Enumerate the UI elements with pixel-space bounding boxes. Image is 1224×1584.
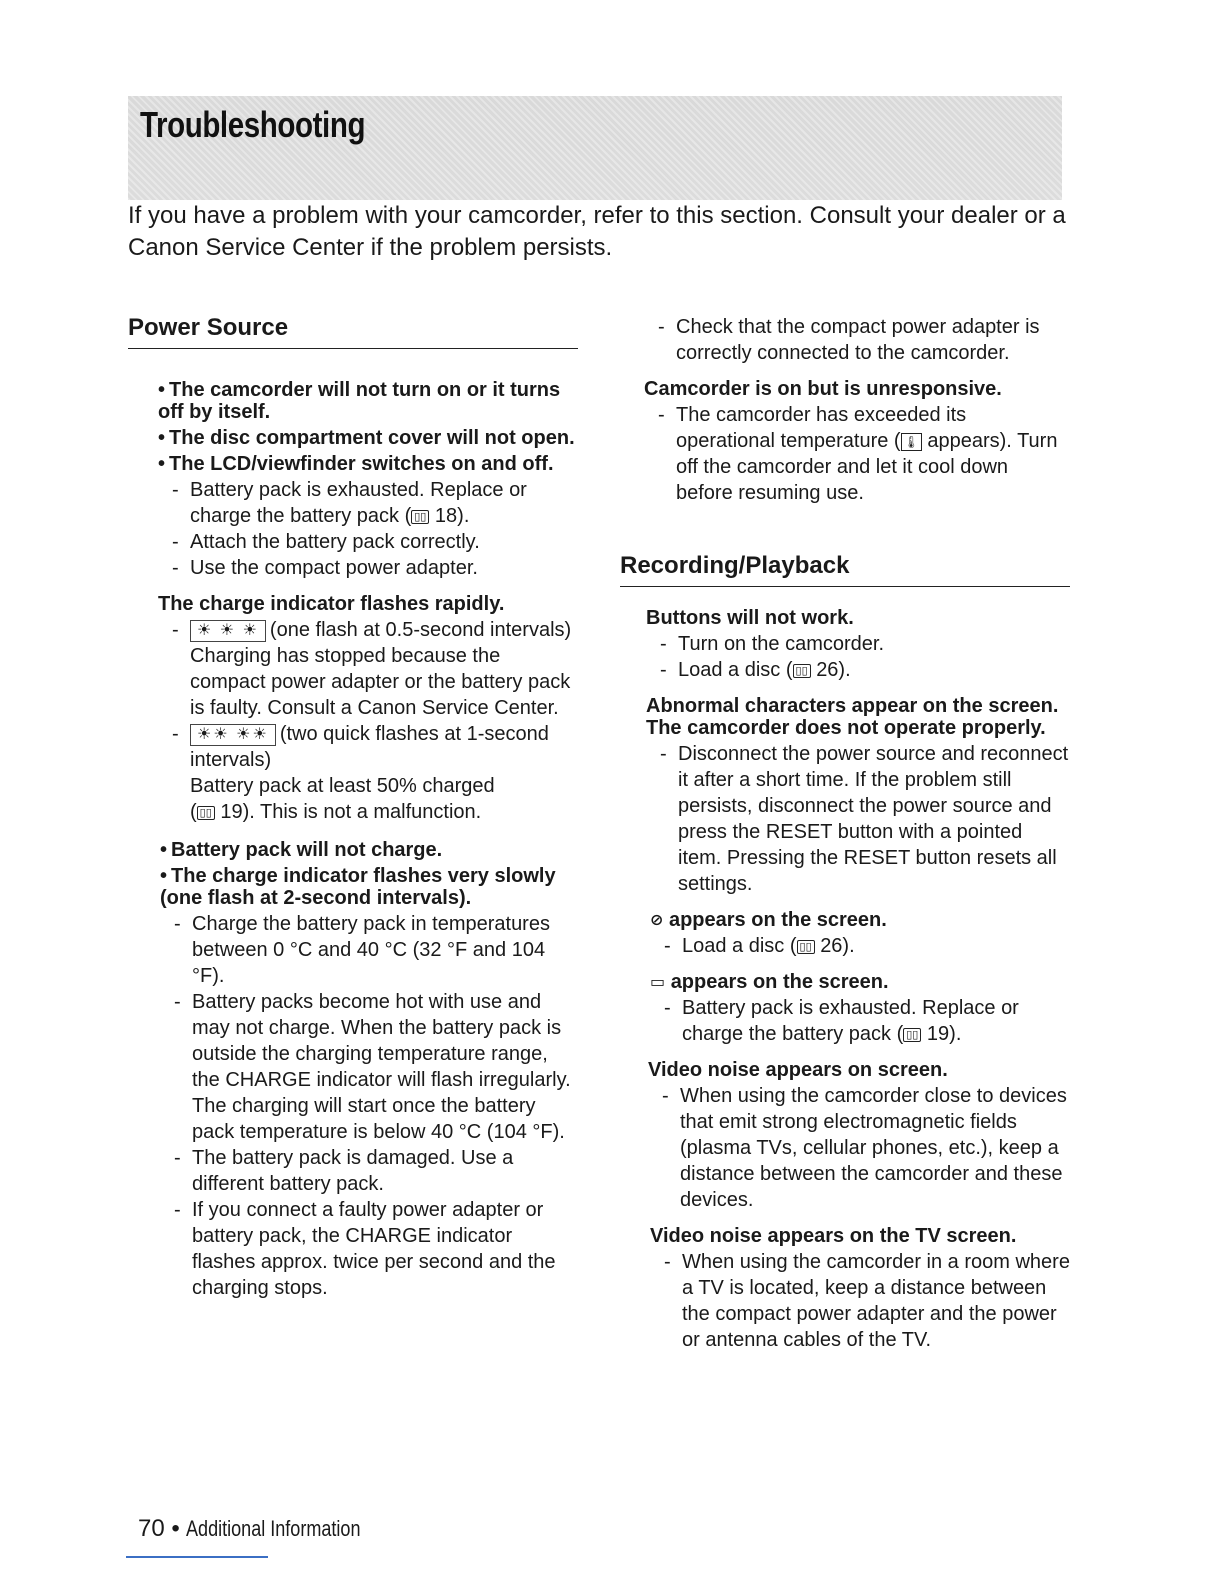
footer-rule [126, 1556, 268, 1558]
answer-item: - Battery pack is exhausted. Replace or charge the battery pack ( ▯▯ 19). [664, 995, 1070, 1047]
footer-separator: • [171, 1515, 180, 1542]
rec-q6 [650, 1225, 1070, 1353]
question: ▭ appears on the screen. [650, 971, 889, 993]
right-column [620, 314, 1070, 1353]
book-reference-icon: ▯▯ [903, 1028, 921, 1042]
answer-item: - Load a disc ( ▯▯ 26). [660, 657, 1070, 683]
answer-item: - The battery pack is damaged. Use a different battery pack. [174, 1145, 578, 1197]
title-banner [128, 96, 1062, 200]
rec-q3 [650, 909, 1070, 959]
answer-list [648, 1083, 1070, 1213]
question: Buttons will not work. [646, 607, 854, 629]
book-reference-icon: ▯▯ [411, 510, 429, 524]
no-disc-icon: ⊘ [650, 911, 664, 929]
section-heading-recording-playback: Recording/Playback [620, 550, 1070, 587]
answer-item: - Load a disc ( ▯▯ 26). [664, 933, 1070, 959]
answer-list [158, 617, 578, 825]
answer-list [158, 477, 578, 581]
answer-detail: Charging has stopped because the compact power adapter or the battery pack is faulty. Consult a Canon Service Center. [190, 645, 571, 719]
book-reference-icon: ▯▯ [793, 664, 811, 678]
answer-item: - When using the camcorder in a room where a TV is located, keep a distance between the compact power adapter and the power or antenna cables of the TV. [664, 1249, 1070, 1353]
page-title: Troubleshooting [140, 104, 366, 145]
question: • The camcorder will not turn on or it turns off by itself. [158, 379, 561, 423]
answer-item: - ☀ ☀ ☀ (one flash at 0.5-second intervals) Charging has stopped because the compact power adapter or the battery pack is faulty. Consult a Canon Service Center. [172, 617, 578, 721]
answer-item: - Battery pack is exhausted. Replace or charge the battery pack ( ▯▯ 18). [172, 477, 578, 529]
rec-q4 [650, 971, 1070, 1047]
answer-list [650, 1249, 1070, 1353]
rec-q5 [648, 1059, 1070, 1213]
section-heading-power-source: Power Source [128, 312, 578, 349]
page-number: 70 [138, 1515, 165, 1542]
power-q2 [158, 593, 578, 825]
question: • Battery pack will not charge. [160, 839, 443, 861]
answer-list [650, 995, 1070, 1047]
question: Camcorder is on but is unresponsive. [644, 378, 1002, 400]
question: • The LCD/viewfinder switches on and off. [158, 453, 554, 475]
answer-item: - ☀☀ ☀☀ (two quick flashes at 1-second intervals) Battery pack at least 50% charged ( ▯▯ 19). This is not a malfunction. [172, 721, 578, 825]
answer-list [620, 314, 1070, 366]
battery-exhausted-icon: ▭ [650, 973, 666, 991]
power-q3 [160, 839, 578, 1301]
flash-pattern-icon: ☀☀ ☀☀ [190, 724, 276, 746]
answer-item: - Charge the battery pack in temperatures between 0 °C and 40 °C (32 °F and 104 °F). [174, 911, 578, 989]
answer-item: - The camcorder has exceeded its operational temperature ( 🌡 appears). Turn off the camcorder and let it cool down before resuming use. [658, 402, 1070, 506]
question: • The charge indicator flashes very slowly (one flash at 2-second intervals). [160, 865, 556, 909]
intro-text: If you have a problem with your camcorder, refer to this section. Consult your dealer or a Canon Service Center if the problem persists. [128, 202, 1066, 261]
answer-item: - If you connect a faulty power adapter or battery pack, the CHARGE indicator flashes approx. twice per second and the charging stops. [174, 1197, 578, 1301]
answer-list [160, 911, 578, 1301]
book-reference-icon: ▯▯ [797, 940, 815, 954]
answer-item: - Disconnect the power source and reconnect it after a short time. If the problem still persists, disconnect the power source and press the RESET button with a pointed item. Pressing the RESET button resets all settings. [660, 741, 1070, 897]
answer-item: - Use the compact power adapter. [172, 555, 578, 581]
question: Video noise appears on screen. [648, 1059, 948, 1081]
rec-q1 [646, 607, 1070, 683]
question: ⊘ appears on the screen. [650, 909, 887, 931]
rec-q2 [646, 695, 1070, 897]
answer-item: - Turn on the camcorder. [660, 631, 1070, 657]
answer-list [650, 933, 1070, 959]
power-q1 [158, 379, 578, 581]
footer-section-name: Additional Information [186, 1516, 361, 1541]
flash-pattern-icon: ☀ ☀ ☀ [190, 620, 266, 642]
question: Abnormal characters appear on the screen. The camcorder does not operate properly. [646, 695, 1059, 739]
answer-item: - Check that the compact power adapter is correctly connected to the camcorder. [658, 314, 1070, 366]
page-footer [138, 1514, 399, 1544]
power-q4 [644, 378, 1070, 506]
question: The charge indicator flashes rapidly. [158, 593, 505, 615]
temperature-warning-icon: 🌡 [901, 433, 922, 451]
answer-item: - Attach the battery pack correctly. [172, 529, 578, 555]
answer-item: - When using the camcorder close to devices that emit strong electromagnetic fields (plasma TVs, cellular phones, etc.), keep a distance between the camcorder and these devices. [662, 1083, 1070, 1213]
left-column [128, 312, 578, 1301]
question: • The disc compartment cover will not open. [158, 427, 575, 449]
book-reference-icon: ▯▯ [197, 806, 215, 820]
answer-list [646, 631, 1070, 683]
answer-list [644, 402, 1070, 506]
question: Video noise appears on the TV screen. [650, 1225, 1017, 1247]
answer-item: - Battery packs become hot with use and may not charge. When the battery pack is outside the charging temperature range, the CHARGE indicator will flash irregularly. The charging will start once the battery pack temperature is below 40 °C (104 °F). [174, 989, 578, 1145]
answer-list [646, 741, 1070, 897]
